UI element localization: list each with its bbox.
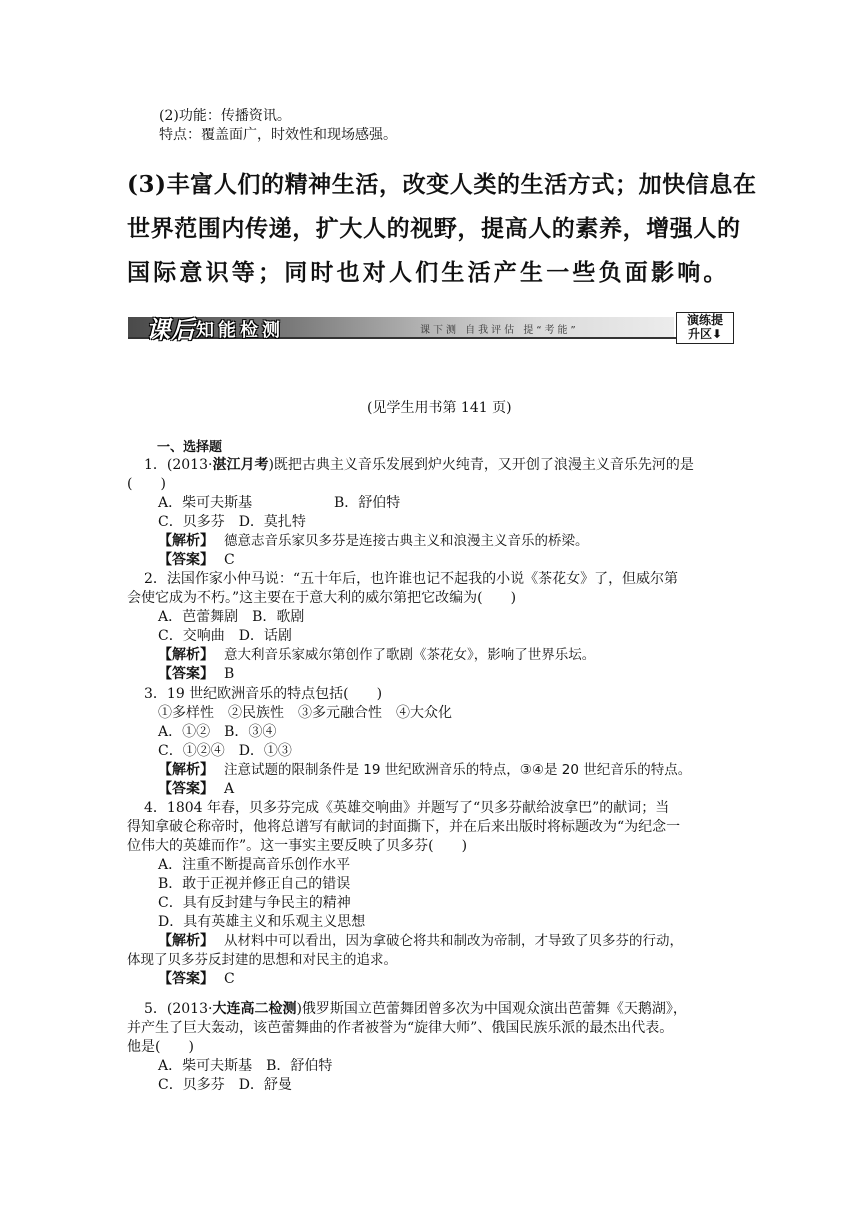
q1-analysis-label: 【解析】 bbox=[158, 533, 214, 549]
q1-answer-label: 【答案】 bbox=[158, 552, 214, 568]
practice-zone-line-1: 演练提 bbox=[686, 313, 723, 327]
q4-option-d: D．具有英雄主义和乐观主义思想 bbox=[158, 914, 366, 930]
section-banner bbox=[128, 312, 734, 344]
q5-options-cd: C．贝多芬 D．舒曼 bbox=[158, 1077, 292, 1093]
page-reference: (见学生用书第 141 页) bbox=[367, 400, 512, 416]
q5-options-ab: A．柴可夫斯基 B．舒伯特 bbox=[158, 1058, 333, 1074]
q2-answer bbox=[158, 665, 234, 683]
q4-answer bbox=[158, 970, 235, 988]
q2-options-cd: C．交响曲 D．话剧 bbox=[158, 628, 292, 644]
banner-title-b: 知能检测 bbox=[196, 320, 284, 341]
q2-answer-value: B bbox=[224, 666, 235, 682]
q3-answer-value: A bbox=[224, 781, 235, 797]
q1-stem-b: )既把古典主义音乐发展到炉火纯青，又开创了浪漫主义音乐先河的是 bbox=[268, 457, 694, 473]
q4-answer-value: C bbox=[224, 971, 235, 987]
q2-analysis-text: 意大利音乐家威尔第创作了歌剧《茶花女》，影响了世界乐坛。 bbox=[224, 647, 596, 663]
q1-option-a: A．柴可夫斯基 bbox=[158, 495, 253, 511]
q1-analysis bbox=[158, 532, 589, 550]
q5-stem bbox=[144, 1000, 687, 1018]
q5-stem-line-3: 他是( ) bbox=[127, 1039, 194, 1055]
practice-zone-line-2: 升区⬇ bbox=[687, 327, 723, 341]
q3-analysis-label: 【解析】 bbox=[158, 762, 214, 778]
q4-stem-line-2: 得知拿破仑称帝时，他将总谱写有献词的封面撕下，并在后来出版时将标题改为“为纪念一 bbox=[127, 819, 681, 835]
q1-answer bbox=[158, 551, 235, 569]
big-text-line-3: 国际意识等；同时也对人们生活产生一些负面影响。 bbox=[127, 259, 730, 286]
q1-analysis-text: 德意志音乐家贝多芬是连接古典主义和浪漫主义音乐的桥梁。 bbox=[224, 533, 589, 549]
q3-analysis-text: 注意试题的限制条件是 19 世纪欧洲音乐的特点，③④是 20 世纪音乐的特点。 bbox=[224, 762, 692, 778]
function-line: (2)功能：传播资讯。 bbox=[159, 108, 291, 124]
q5-source: 大连高二检测 bbox=[212, 1001, 297, 1017]
q2-analysis-label: 【解析】 bbox=[158, 647, 214, 663]
q5-stem-line-2: 并产生了巨大轰动，该芭蕾舞曲的作者被誉为“旋律大师”、俄国民族乐派的最杰出代表。 bbox=[127, 1020, 674, 1036]
q2-analysis bbox=[158, 646, 595, 664]
q3-answer-label: 【答案】 bbox=[158, 781, 214, 797]
big-text-line-1: (3)丰富人们的精神生活，改变人类的生活方式；加快信息在 bbox=[127, 171, 757, 198]
q4-option-a: A．注重不断提高音乐创作水平 bbox=[158, 857, 351, 873]
q5-stem-b: )俄罗斯国立芭蕾舞团曾多次为中国观众演出芭蕾舞《天鹅湖》， bbox=[296, 1001, 687, 1017]
q3-analysis bbox=[158, 761, 691, 779]
banner-subtitle: 课下测 自我评估 提“考能” bbox=[420, 325, 579, 336]
q3-options-ab: A．①② B．③④ bbox=[158, 724, 277, 740]
big-text-line-2: 世界范围内传递，扩大人的视野，提高人的素养，增强人的 bbox=[127, 215, 741, 242]
q1-stem-a: 1．(2013· bbox=[144, 457, 213, 473]
q2-stem-line-1: 2．法国作家小仲马说：“五十年后，也许谁也记不起我的小说《茶花女》了，但威尔第 bbox=[144, 571, 679, 587]
q4-option-c: C．具有反封建与争民主的精神 bbox=[158, 895, 351, 911]
feature-line: 特点：覆盖面广，时效性和现场感强。 bbox=[159, 127, 397, 143]
q4-analysis-label: 【解析】 bbox=[158, 933, 214, 949]
q1-source: 湛江月考 bbox=[212, 457, 269, 473]
q3-items: ①多样性 ②民族性 ③多元融合性 ④大众化 bbox=[158, 705, 452, 721]
q2-stem-line-2: 会使它成为不朽。”这主要在于意大利的威尔第把它改编为( ) bbox=[127, 590, 517, 606]
section-heading: 一、选择题 bbox=[157, 440, 223, 455]
q1-options-cd: C．贝多芬 D．莫扎特 bbox=[158, 514, 306, 530]
q3-options-cd: C．①②④ D．①③ bbox=[158, 743, 292, 759]
q3-stem: 3．19 世纪欧洲音乐的特点包括( ) bbox=[144, 686, 383, 702]
q1-bracket: ( ) bbox=[127, 476, 166, 492]
q4-analysis-text-1: 从材料中可以看出，因为拿破仑将共和制改为帝制，才导致了贝多芬的行动， bbox=[224, 933, 683, 949]
q1-answer-value: C bbox=[224, 552, 235, 568]
q1-stem bbox=[144, 456, 694, 474]
q5-stem-a: 5．(2013· bbox=[144, 1001, 213, 1017]
banner-title-a: 课后 bbox=[146, 316, 196, 344]
q1-option-b: B．舒伯特 bbox=[334, 495, 401, 511]
q4-option-b: B．敢于正视并修正自己的错误 bbox=[158, 876, 351, 892]
q2-answer-label: 【答案】 bbox=[158, 666, 214, 682]
q4-answer-label: 【答案】 bbox=[158, 971, 214, 987]
q4-stem-line-3: 位伟大的英雄而作”。这一事实主要反映了贝多芬( ) bbox=[127, 838, 468, 854]
q2-options-ab: A．芭蕾舞剧 B．歌剧 bbox=[158, 609, 305, 625]
practice-zone-box bbox=[676, 312, 734, 344]
banner-title bbox=[146, 310, 284, 345]
q4-stem-line-1: 4．1804 年春，贝多芬完成《英雄交响曲》并题写了“贝多芬献给波拿巴”的献词；当 bbox=[144, 800, 670, 816]
q4-analysis bbox=[158, 932, 683, 950]
q3-answer bbox=[158, 780, 234, 798]
q4-analysis-text-2: 体现了贝多芬反封建的思想和对民主的追求。 bbox=[127, 952, 397, 968]
